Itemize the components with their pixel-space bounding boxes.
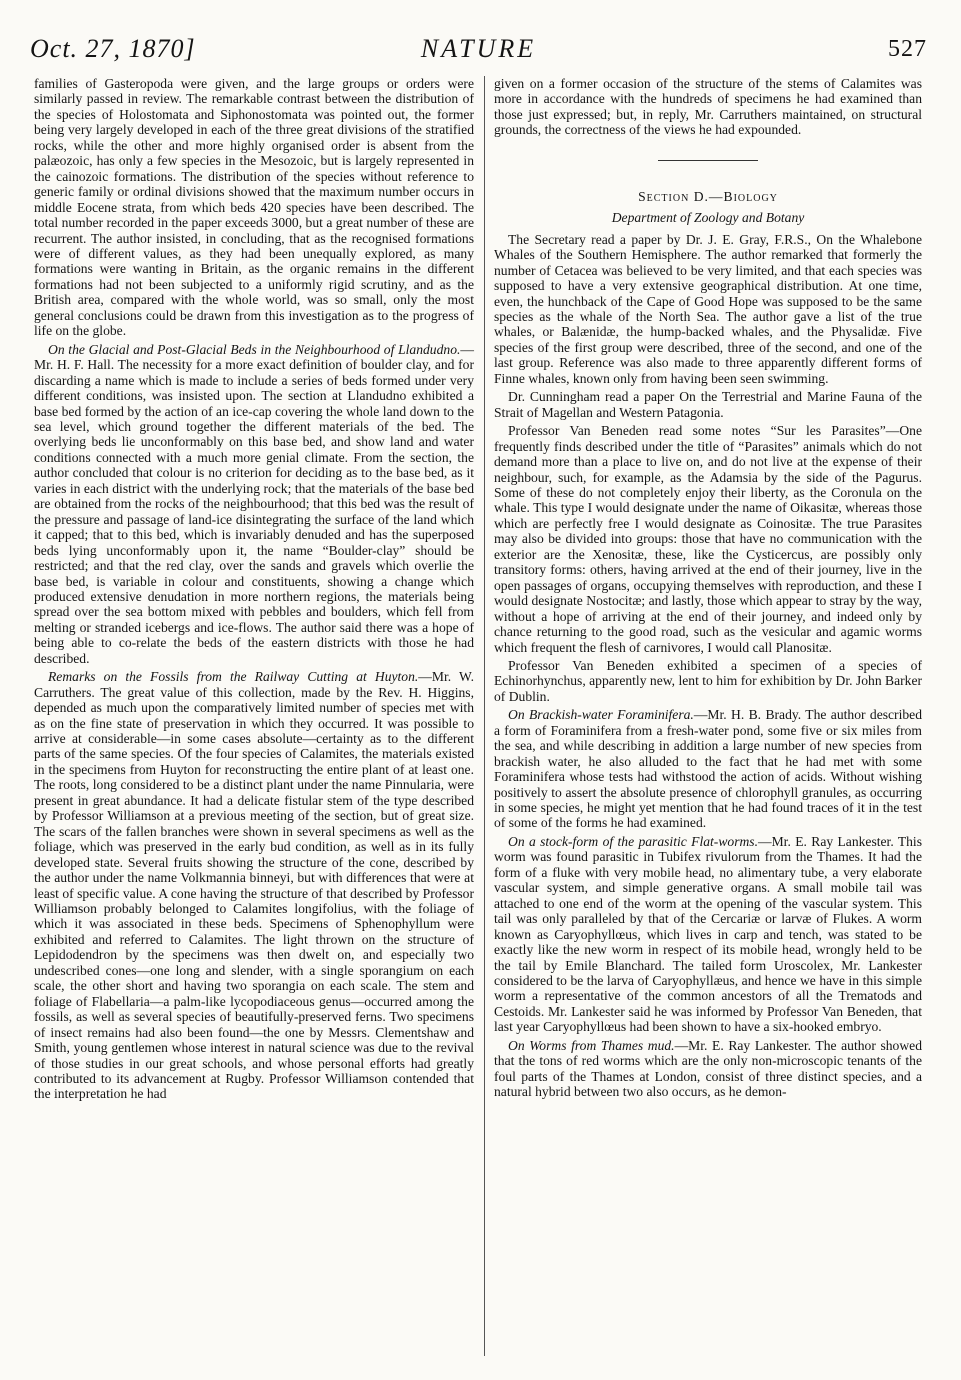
paragraph-text: —Mr. E. Ray Lankester. This worm was found parasitic in Tubifex rivulorum from the Thames. It had the form of a fluke with very mobile head, no alimentary tube, a very elaborate vascular system, and simple generative organs. A small mobile tail was attached to one end of the worm at the opening of the vascular system. This tail was only paralleled by that of the Cercariæ or larvæ of Flukes. A worm known as Caryophyllœus, which lives in carp and tench, was stated to be exactly like the new worm in respect of its mobile head, wrongly held to be the tail by Emile Blanchard. The tailed form Uroscolex, Mr. Lankester considered to be the larva of Caryophyllæus, and hence we have in this simple worm a representative of the common ancestors of all the Trematods and Cestoids. Mr. Lankester said he was informed by Professor Van Beneden, that last year Caryophyllœus had been shown to have a six-hooked embryo. [494,833,923,1035]
article-paragraph [34,76,474,339]
department-heading: Department of Zoology and Botany [611,210,805,226]
paragraph-text: —Mr. W. Carruthers. The great value of this collection, made by the Rev. H. Higgins, depended as much upon the comparatively limited number of species met with as on the fine state of preservation in which they occurred. It was possible to arrive at considerable—in some cases absolute—certainty as to the different parts of the same species. Of the four species of Calamites, the materials existed in the specimens from Huyton for reconstructing the entire plant of at least one. The roots, long considered to be a distinct plant under the name Pinnularia, were present in great abundance. It had a delicate fistular stem of the type described by Professor Williamson at a previous meeting of the section, but of great size. The scars of the fallen branches were shown in several specimens as well as the foliage, which was preserved in the early bud condition, as well as in its fully developed state. Several fruits showing the structure of the cone, described by the author under the name Volkmannia binneyi, but with differences that were at least of specific value. A cone having the structure of that described by Professor Williamson probably belonged to Calamites longifolius, with the foliage of which it was associated in these beds. Specimens of Sphenophyllum were exhibited and referred to Calamites. The light thrown on the structure of Lepidodendron by the specimens was then dwelt on, and especially two undescribed cones—one long and slender, with a single sporangium on each scale, the other short and having two sporangia on each scale. The stem and foliage of Flabellaria—a palm-like lycopodiaceous genus—occurred among the fossils, as well as several species of beautifully-preserved ferns. Two specimens of insect remains had also been found—the one by Messrs. Clementshaw and Smith, young gentlemen whose interest in natural science was due to the revival of those studies in our great schools, and whose personal efforts had greatly contributed to its advancement at Rugby. Professor Williamson contended that the interpretation he had [34,669,474,1102]
paragraph-text: Professor Van Beneden exhibited a specimen of a species of Echinorhynchus, apparently new, lent to him for exhibition by Dr. John Barker of Dublin. [494,657,922,704]
left-column [34,76,474,1102]
page-header [30,30,927,70]
article-paragraph [494,834,922,1035]
issue-date: Oct. 27, 1870] [30,34,196,63]
article-paragraph [494,1038,922,1100]
paper-title: On Brackish-water Foraminifera. [508,707,694,723]
article-paragraph [34,669,474,1102]
article-paragraph [494,232,922,387]
paragraph-text: families of Gasteropoda were given, and the large groups or orders were similarly passed in review. The remarkable contrast between the distribution of the species of Holostomata and Siphonostomata was pointed out, the former being very largely developed in each of the three great divisions of the stratified rocks, while the other and more highly organised order is absent from the palæozoic, has only a few species in the Mesozoic, but is largely represented in the cainozoic formations. The distribution of the species without reference to generic family or ordinal divisions showed that the maximum number occurs in middle Eocene strata, from which beds 420 species have been described. The total number recorded in the paper exceeds 3000, but a great number of these are recurrent. The author insisted, in concluding, that as the recognised formations were of different values, as they had been unequally explored, as many formations were wanting in Britain, as the organic remains in the different formations had not been subjected to a uniformly rigid scrutiny, and as the British area, compared with the whole world, was so small, only the most general conclusions could be drawn from this investigation as to the progress of life on the globe. [34,76,474,339]
article-paragraph [494,658,922,704]
continuation-paragraph [494,76,922,138]
article-paragraph [494,389,922,420]
article-paragraph [494,707,922,831]
paragraph-text: Dr. Cunningham read a paper On the Terrestrial and Marine Fauna of the Strait of Magellan and Western Patagonia. [494,389,922,420]
paragraph-text: —Mr. H. F. Hall. The necessity for a more exact definition of boulder clay, and for discarding a name which is made to include a series of beds formed under very different conditions, was insisted upon. The section at Llandudno exhibited a base bed formed by the action of an ice-cap covering the whole land down to the sea level, which ground together the different materials of the bed. The overlying beds lie unconformably on this base bed, and show land and water conditions connected with a much more genial climate. From the section, the author concluded that colour is no criterion for deciding as to the base bed, as it varies in each district with the underlying rock; that the materials of the base bed are obtained from the rocks of the neighbourhood; that this bed was the result of the pressure and passage of land-ice disintegrating the surface of the land which it capped; that to this bed, which is invariably denuded and has the superposed beds lying unconformably upon it, the name “Boulder-clay” should be restricted; and that the red clay, over the sands and gravels which overlie the base bed, is variable in colour and constituents, showing a change which produced extensive denudation in more northern regions, the materials being spread over the sea bottom mixed with pebbles and boulders, which fell from melting or stranded icebergs and ice-flows. The author said there was a hope of being able to co-relate the beds of the eastern districts with those he had described. [34,341,474,666]
journal-title: NATURE [420,34,537,63]
right-column [494,76,922,1100]
paragraph-text: —Mr. E. Ray Lankester. The author showed that the tons of red worms which are the only non-microscopic tenants of the foul parts of the Thames at London, consist of three distinct species, and a natural hybrid between two also occurs, as he demon- [494,1037,922,1100]
paragraph-text: —Mr. H. B. Brady. The author described a form of Foraminifera from a fresh-water pond, some five or six miles from the sea, and while describing in addition a large number of new species from brackish water, he also alluded to the fact that he had met with some Foraminifera whose tests had withstood the action of acids. Without wishing positively to assert the absolute presence of chlorophyll granules, as occurring in some species, he might yet mention that he had found traces of it in the test of some of the forms he had examined. [494,707,922,831]
column-divider [484,76,485,1356]
section-heading: Section D.—Biology [638,188,778,204]
paragraph-text: given on a former occasion of the structure of the stems of Calamites was more in accordance with the hundreds of specimens he had examined than those just expressed; but, in reply, Mr. Carruthers maintained, on structural grounds, the correctness of the views he had expounded. [494,76,922,138]
paragraph-text: Professor Van Beneden read some notes “Sur les Parasites”—One frequently finds described under the title of “Parasites” animals which do not demand more than a place to live on, and do not live at the expense of their neighbour, such, for example, as the Adamsia by the side of the Pagurus. Some of these do not completely enjoy their liberty, as the Coronula on the whale. This type I would designate under the name of Oikasitæ, whereas those which are perfectly free I would designate as Coinositæ. The true Parasites may also be divided into groups: those that have no communication with the exterior are the Xenositæ, these, like the Cysticercus, are possibly only transitory forms: others, having arrived at the end of their journey, live in the open passages of organs, occupying themselves with reproduction, and these I would designate Nostocitæ; and lastly, those which appear to stray by the way, without a hope of arriving at the end of their journey, and indeed only by chance returning to the good road, such as the vesicular and agamic worms which frequent the flesh of carnivores, I would call Planositæ. [494,423,922,655]
paper-title: On a stock-form of the parasitic Flat-worms. [508,833,758,849]
article-paragraph [494,423,922,655]
paper-title: Remarks on the Fossils from the Railway Cutting at Huyton. [48,669,419,685]
page-number: 527 [888,36,927,62]
paper-title: On the Glacial and Post-Glacial Beds in the Neighbourhood of Llandudno. [48,341,461,357]
section-divider [658,160,758,161]
paragraph-text: The Secretary read a paper by Dr. J. E. Gray, F.R.S., On the Whalebone Whales of the Southern Hemisphere. The author remarked that formerly the number of Cetacea was believed to be very limited, and that each species was supposed to have a very extensive geographical distribution. At one time, even, the hunchback of the Cape of Good Hope was supposed to be the same species as the whale of the North Sea. The author gave a list of the true whales, or Balænidæ, the hump-backed whales, and the Physalidæ. Five species of the first group were described, three of the second, and one of the last group. Reference was also made to three apparently different forms of Finne whales, known only from having been seen swimming. [494,231,922,386]
article-paragraph [34,342,474,667]
paper-title: On Worms from Thames mud. [508,1037,675,1053]
